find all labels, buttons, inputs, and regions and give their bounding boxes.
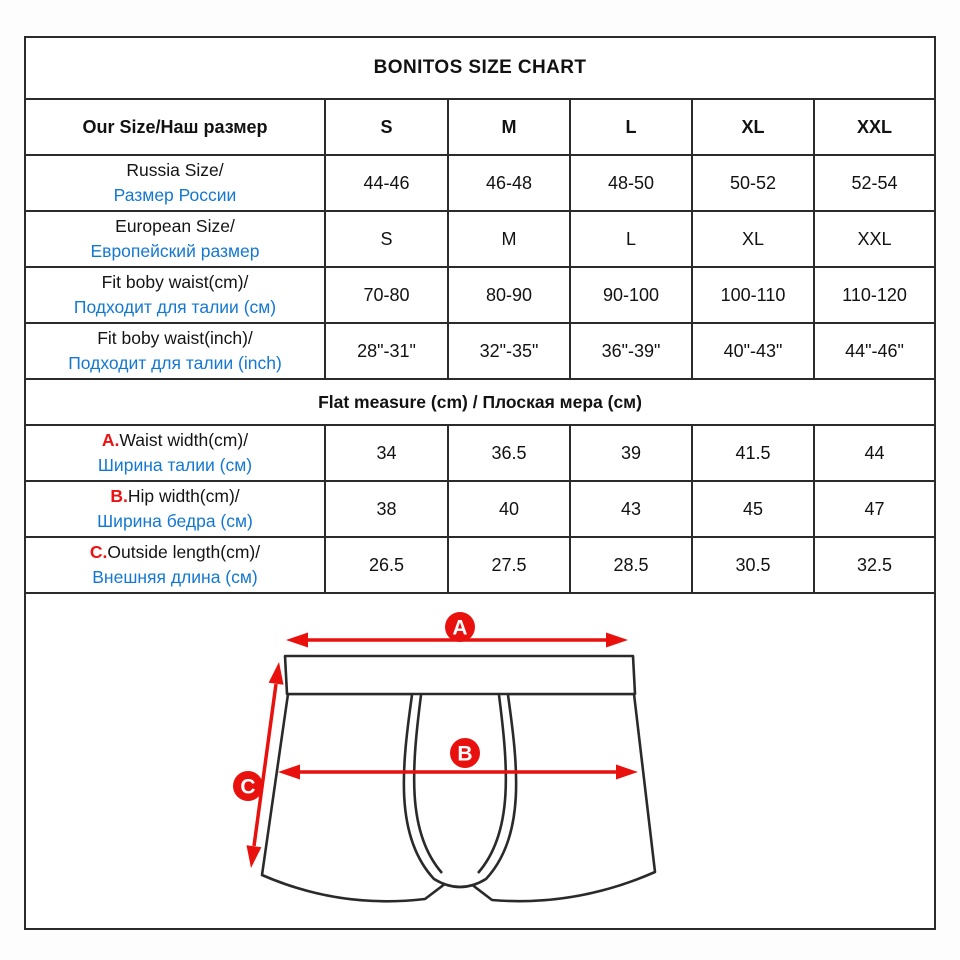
value-cell: 44: [814, 425, 935, 481]
value-cell: 40: [448, 481, 570, 537]
row-label-en-text: Waist width(cm)/: [119, 430, 249, 450]
row-label-ru: Подходит для талии (см): [73, 297, 277, 317]
row-label-ru: Ширина бедра (см): [97, 511, 253, 531]
header-size-m: M: [448, 99, 570, 155]
measure-letter-c: C.: [89, 542, 108, 562]
row-label-en-text: Hip width(cm)/: [127, 486, 240, 506]
size-chart: [24, 36, 934, 930]
value-cell: 40"-43": [692, 323, 814, 379]
value-cell: 110-120: [814, 267, 935, 323]
row-label: [25, 155, 325, 211]
row-label: [25, 481, 325, 537]
row-label-en-text: Outside length(cm)/: [107, 542, 261, 562]
value-cell: 47: [814, 481, 935, 537]
value-cell: M: [448, 211, 570, 267]
header-size-l: L: [570, 99, 692, 155]
row-fit-waist-inch: [25, 323, 935, 379]
row-hip-width: [25, 481, 935, 537]
value-cell: 38: [325, 481, 448, 537]
measure-letter-a: A.: [101, 430, 120, 450]
value-cell: 100-110: [692, 267, 814, 323]
title-row: [25, 37, 935, 99]
row-russia-size: [25, 155, 935, 211]
label-b-text: B: [457, 742, 473, 766]
row-label-en: [30, 540, 320, 565]
row-fit-waist-cm: [25, 267, 935, 323]
value-cell: 36.5: [448, 425, 570, 481]
boxer-front-pouch: [404, 695, 516, 887]
row-label-ru: Подходит для талии (inch): [68, 353, 282, 373]
label-a-text: A: [452, 616, 468, 640]
value-cell: 50-52: [692, 155, 814, 211]
label-c-text: C: [240, 775, 256, 799]
value-cell: 28"-31": [325, 323, 448, 379]
value-cell: 48-50: [570, 155, 692, 211]
value-cell: 46-48: [448, 155, 570, 211]
row-label-ru: Ширина талии (см): [97, 455, 253, 475]
header-size-s: S: [325, 99, 448, 155]
measurement-diagram: [25, 593, 935, 929]
boxer-shorts-drawing: [262, 656, 655, 901]
row-label-en: [30, 428, 320, 453]
row-label: [25, 211, 325, 267]
row-label-en: European Size/: [115, 216, 235, 236]
value-cell: 80-90: [448, 267, 570, 323]
row-european-size: [25, 211, 935, 267]
value-cell: 41.5: [692, 425, 814, 481]
row-waist-width: [25, 425, 935, 481]
measure-letter-b: B.: [110, 486, 128, 506]
value-cell: 30.5: [692, 537, 814, 593]
header-our-size: Our Size/Наш размер: [25, 99, 325, 155]
value-cell: 43: [570, 481, 692, 537]
value-cell: 44"-46": [814, 323, 935, 379]
flat-measure-header: Flat measure (cm) / Плоская мера (см): [25, 379, 935, 425]
value-cell: 32"-35": [448, 323, 570, 379]
diagram-row: [25, 593, 935, 929]
row-label-ru: Размер России: [113, 185, 237, 205]
chart-title: BONITOS SIZE CHART: [25, 37, 935, 99]
row-label: [25, 323, 325, 379]
row-label-en: [30, 484, 320, 509]
value-cell: 90-100: [570, 267, 692, 323]
value-cell: XL: [692, 211, 814, 267]
row-label: [25, 267, 325, 323]
value-cell: 39: [570, 425, 692, 481]
row-label-ru: Внешняя длина (см): [92, 567, 258, 587]
value-cell: 52-54: [814, 155, 935, 211]
boxer-waistband: [285, 656, 635, 694]
row-label: [25, 425, 325, 481]
row-label: [25, 537, 325, 593]
value-cell: 36"-39": [570, 323, 692, 379]
header-row: [25, 99, 935, 155]
value-cell: XXL: [814, 211, 935, 267]
value-cell: 45: [692, 481, 814, 537]
value-cell: 28.5: [570, 537, 692, 593]
value-cell: 44-46: [325, 155, 448, 211]
value-cell: 32.5: [814, 537, 935, 593]
row-label-en: Fit boby waist(inch)/: [97, 328, 253, 348]
value-cell: L: [570, 211, 692, 267]
row-outside-length: [25, 537, 935, 593]
value-cell: 70-80: [325, 267, 448, 323]
row-label-en: Fit boby waist(cm)/: [101, 272, 249, 292]
section-header-row: [25, 379, 935, 425]
value-cell: 34: [325, 425, 448, 481]
size-chart-table: [24, 36, 936, 930]
row-label-ru: Европейский размер: [90, 241, 260, 261]
row-label-en: Russia Size/: [126, 160, 224, 180]
value-cell: 26.5: [325, 537, 448, 593]
value-cell: S: [325, 211, 448, 267]
boxer-shorts-diagram-svg: [30, 596, 936, 926]
header-size-xxl: XXL: [814, 99, 935, 155]
header-size-xl: XL: [692, 99, 814, 155]
value-cell: 27.5: [448, 537, 570, 593]
